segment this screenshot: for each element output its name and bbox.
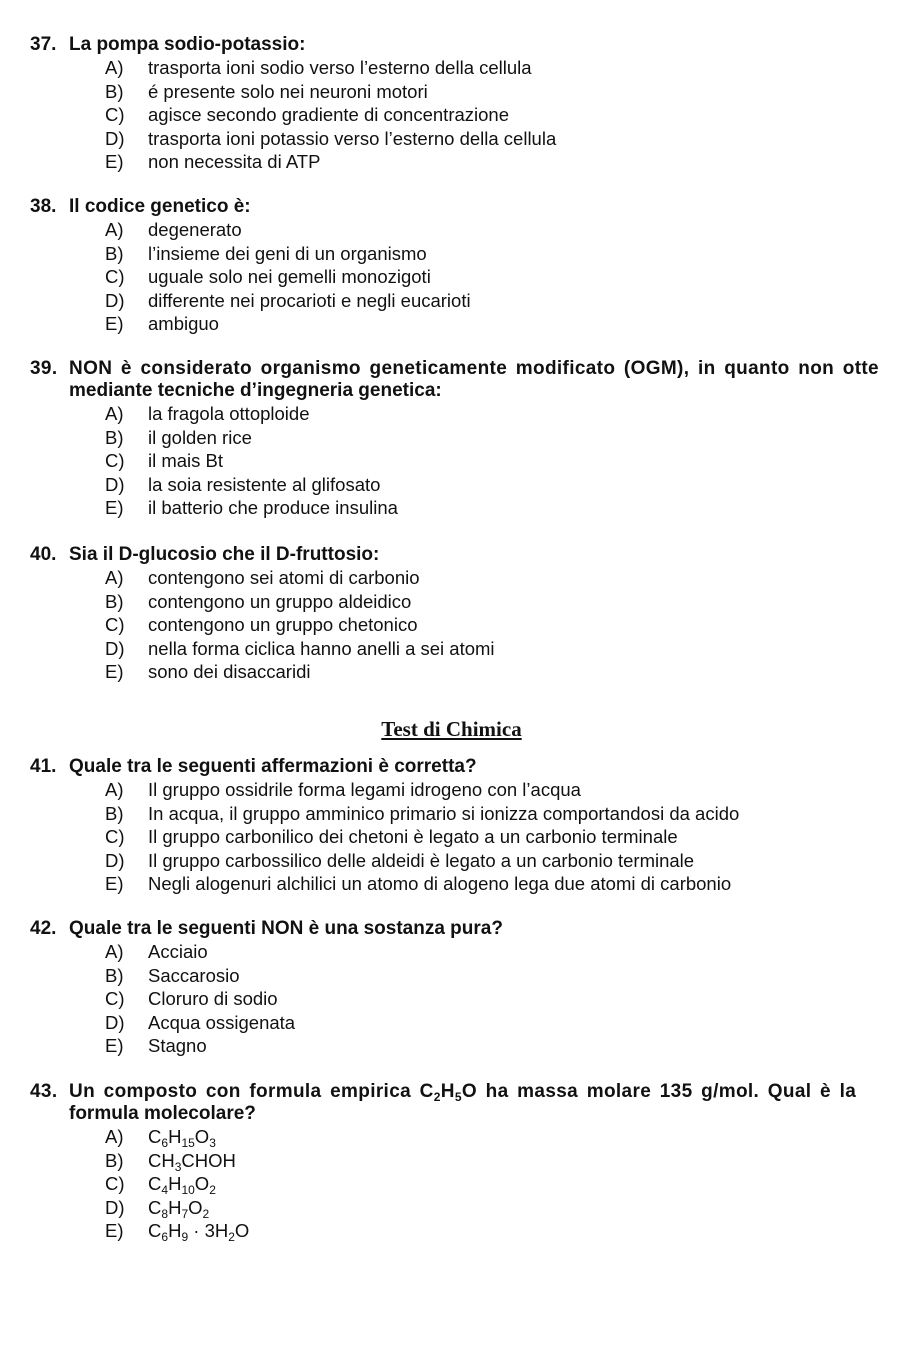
option-b: B) Saccarosio [105,964,240,986]
option-d: D) la soia resistente al glifosato [105,473,381,495]
option-a: A) la fragola ottoploide [105,403,310,424]
option-e: E) $C_6H_9 \cdot 3H_2O$ [105,1220,250,1243]
question-40 [30,544,903,684]
option-c: C) il mais Bt [105,450,224,472]
option-c: C) uguale solo nei gemelli monozigoti [105,266,431,288]
option-c: C) agisce secondo gradiente di concentrazione [105,104,509,126]
question-title: 40. Sia il D-glucosio che il D-fruttosio: [30,544,380,565]
question-38 [30,196,903,336]
option-d: D) $C_8H_7O_2$ [105,1196,210,1221]
option-e: E) ambiguo [105,313,219,335]
question-title-continued: formula molecolare? [69,1103,256,1124]
option-c: C) Il gruppo carbonilico dei chetoni è legato a un carbonio terminale [105,826,678,848]
question-37 [30,34,903,174]
option-a: A) degenerato [105,219,242,240]
section-title: Test di Chimica [381,717,522,741]
question-title: 39. NON è considerato organismo geneticamente modificato (OGM), in quanto non otte [30,358,879,379]
question-43 [30,1081,903,1243]
option-d: D) Il gruppo carbossilico delle aldeidi è legato a un carbonio terminale [105,849,695,871]
option-a: A) trasporta ioni sodio verso l’esterno della cellula [105,57,532,78]
option-c: C) Cloruro di sodio [105,988,278,1010]
option-e: E) Negli alogenuri alchilici un atomo di alogeno lega due atomi di carbonio [105,873,732,895]
question-title: 38. Il codice genetico è: [30,196,251,217]
option-b: B) é presente solo nei neuroni motori [105,80,428,102]
option-d: D) nella forma ciclica hanno anelli a sei atomi [105,637,495,659]
option-c: C) contengono un gruppo chetonico [105,614,418,636]
option-d: D) Acqua ossigenata [105,1011,296,1033]
question-title: 42. Quale tra le seguenti NON è una sostanza pura? [30,918,503,939]
option-e: E) sono dei disaccaridi [105,661,311,683]
question-title: 41. Quale tra le seguenti affermazioni è corretta? [30,756,477,777]
option-e: E) Stagno [105,1035,207,1057]
question-title: 37. La pompa sodio-potassio: [30,34,306,55]
option-e: E) non necessita di ATP [105,151,321,173]
option-d: D) differente nei procarioti e negli eucarioti [105,289,471,311]
option-b: B) l’insieme dei geni di un organismo [105,242,427,264]
option-b: B) $CH_3CHOH$ [105,1149,236,1174]
option-d: D) trasporta ioni potassio verso l’esterno della cellula [105,127,557,149]
question-title: 43. Un composto con formula empirica $C_2H_5O$ ha massa molare 135 g/mol. Qual è la [30,1081,857,1104]
option-a: A) Acciaio [105,941,208,962]
option-a: A) contengono sei atomi di carbonio [105,567,420,588]
option-c: C) $C_4H_{10}O_2$ [105,1173,216,1198]
option-b: B) contengono un gruppo aldeidico [105,590,412,612]
option-b: B) il golden rice [105,426,252,448]
option-a: A) $C_6H_{15}O_3$ [105,1126,216,1150]
option-e: E) il batterio che produce insulina [105,497,398,519]
question-title-continued: mediante tecniche d’ingegneria genetica: [69,380,442,401]
option-b: B) In acqua, il gruppo amminico primario si ionizza comportandosi da acido [105,802,740,824]
question-39 [30,358,903,520]
empirical-formula: $C_2H_5O$ [419,1081,478,1104]
question-41 [30,756,903,896]
question-42 [30,918,903,1058]
option-a: A) Il gruppo ossidrile forma legami idrogeno con l’acqua [105,779,581,800]
